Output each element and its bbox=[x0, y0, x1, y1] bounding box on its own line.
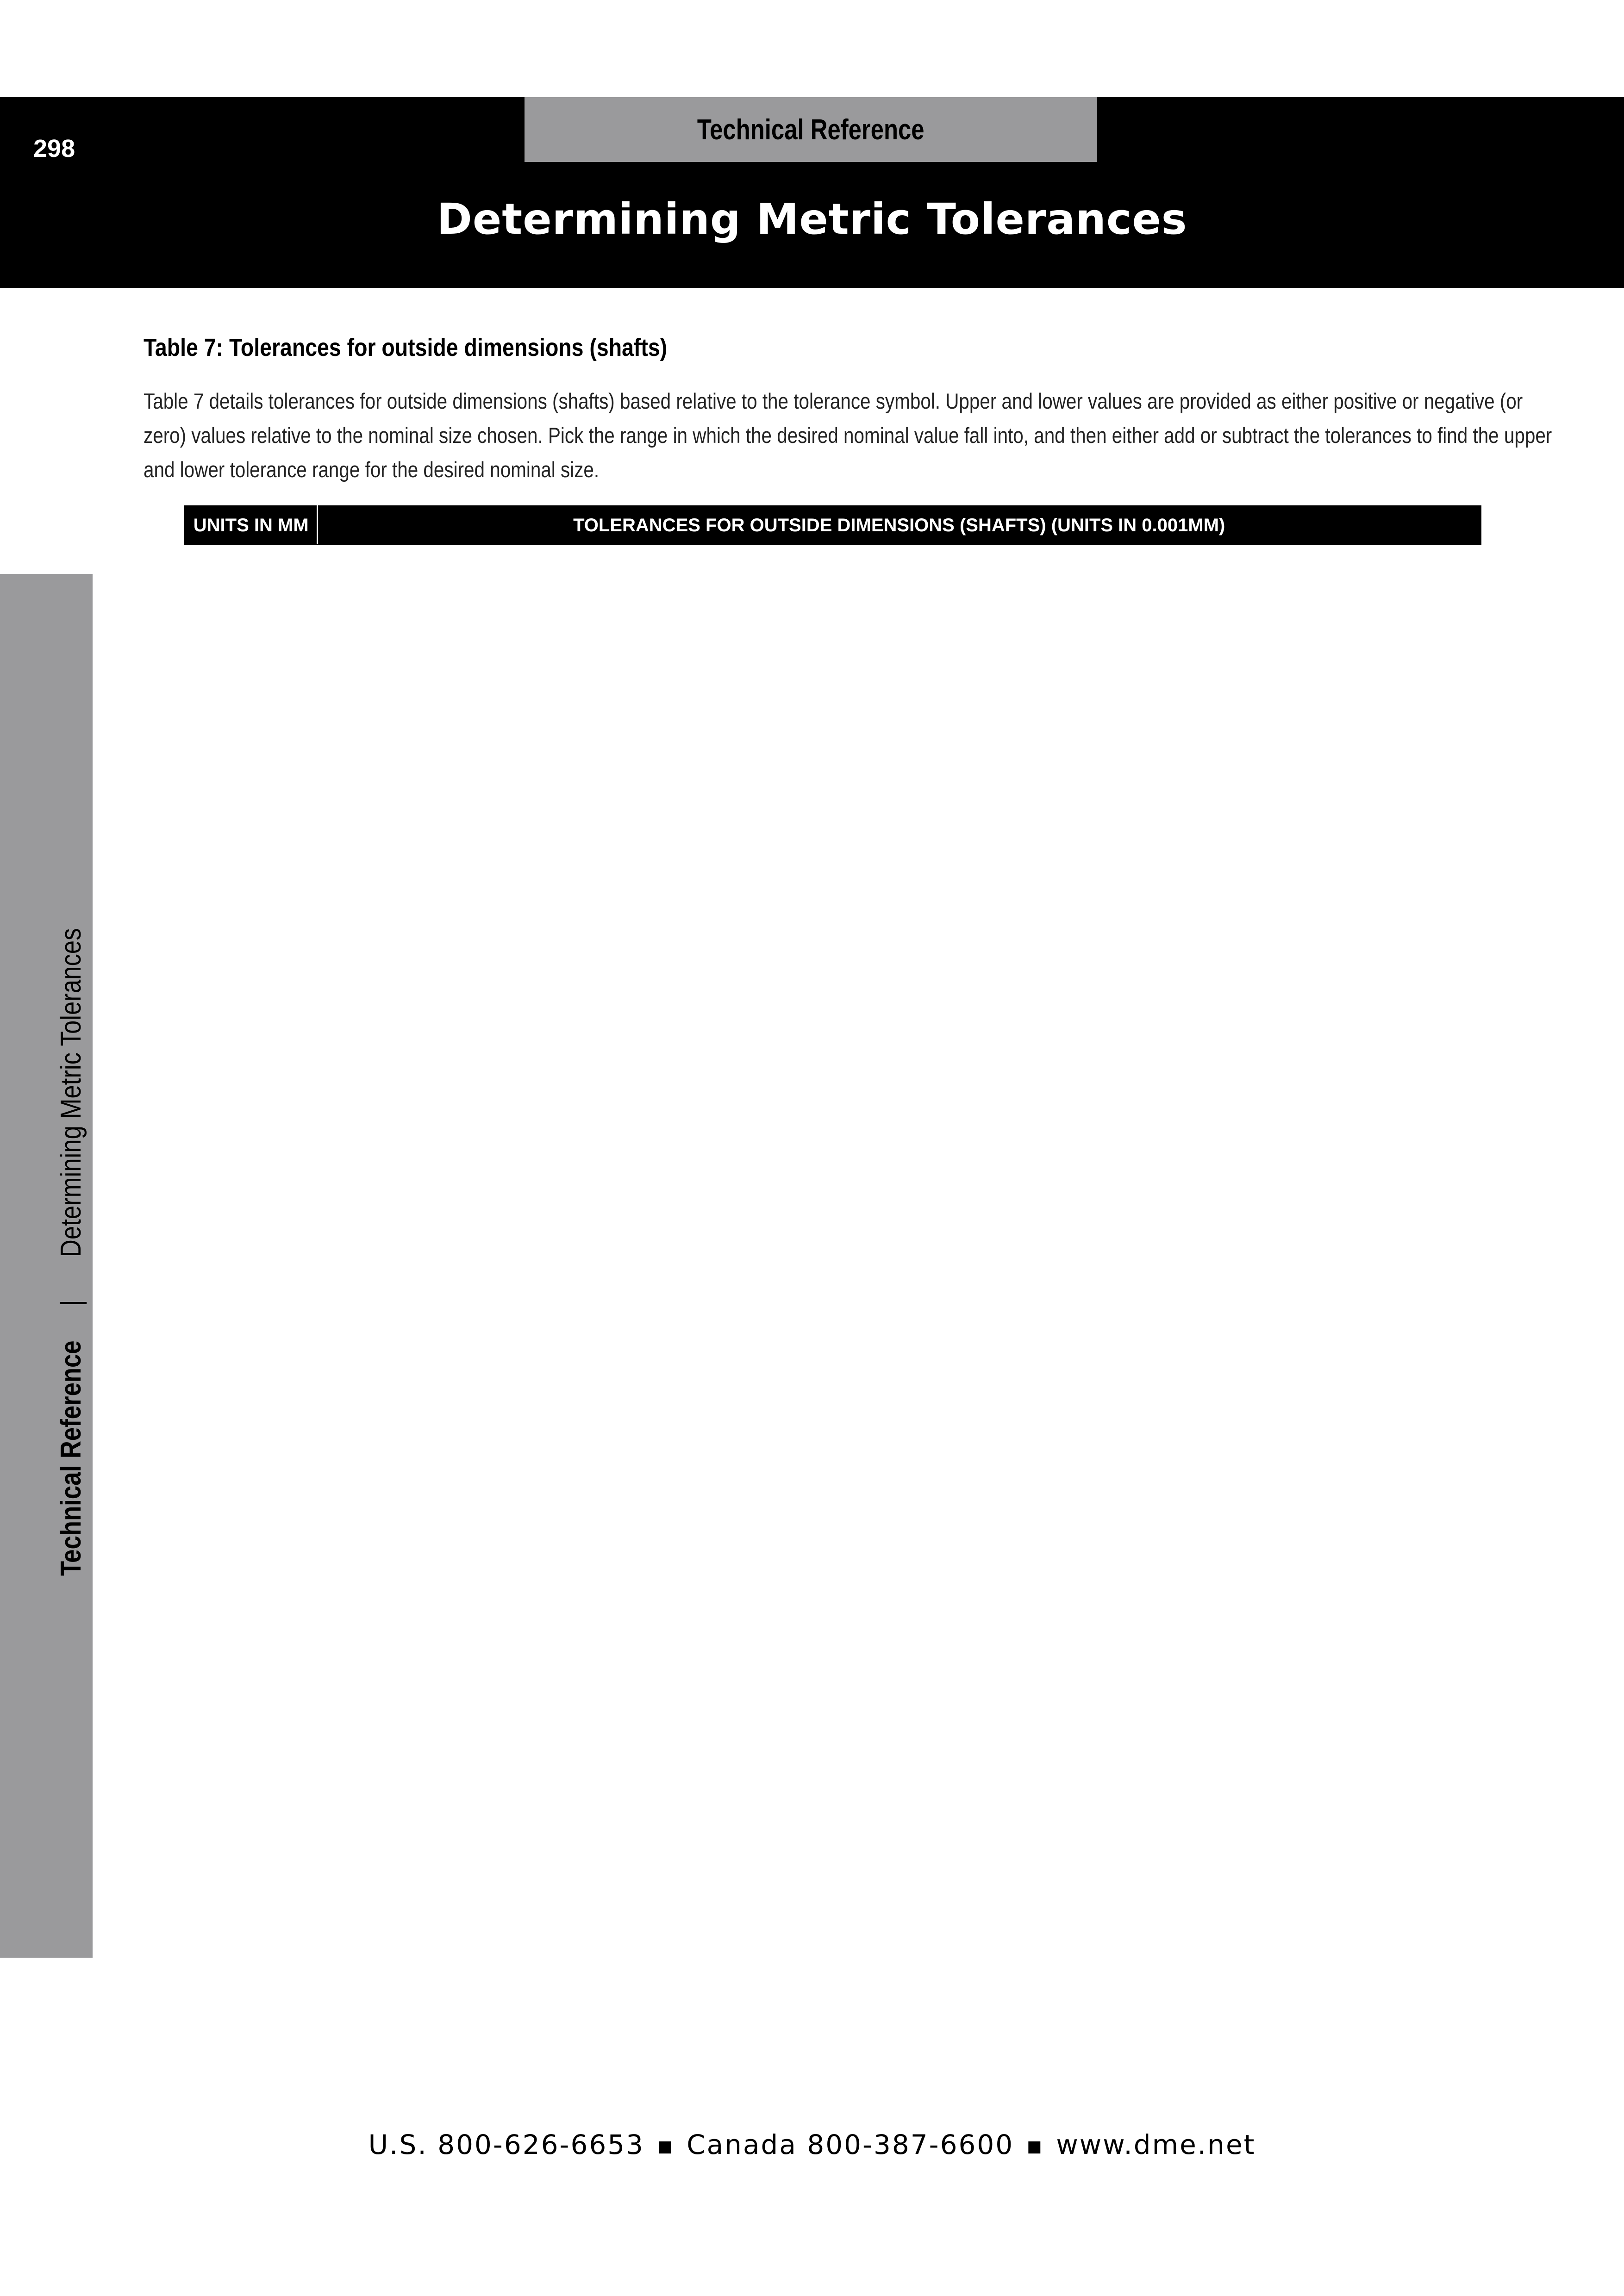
section-tab bbox=[525, 97, 1097, 162]
side-tab-separator: | bbox=[55, 1299, 87, 1307]
tolerance-table bbox=[144, 505, 1481, 545]
tolerances-header: TOLERANCES FOR OUTSIDE DIMENSIONS (SHAFTS) (UNITS IN 0.001MM) bbox=[318, 506, 1481, 545]
footer-phone-canada: Canada 800-387-6600 bbox=[687, 2129, 1014, 2160]
table-corner bbox=[144, 506, 184, 545]
page-number: 298 bbox=[33, 135, 75, 162]
footer-website: www.dme.net bbox=[1056, 2129, 1256, 2160]
units-header: UNITS IN MM bbox=[184, 506, 318, 545]
table-heading: Table 7: Tolerances for outside dimensions (shafts) bbox=[144, 334, 668, 361]
tolerance-table-wrap bbox=[144, 505, 1481, 545]
footer-bullet: ■ bbox=[1027, 2137, 1043, 2156]
side-tab-topic: Determining Metric Tolerances bbox=[55, 928, 87, 1257]
intro-paragraph: Table 7 details tolerances for outside dimensions (shafts) based relative to the tolerance symbol. Upper and lower values are provided as either positive or negative (or zero) values relative to the nominal size chosen. Pick the range in which the desired nominal value fall into, and then either add or subtract the tolerances to find the upper and lower tolerance range for the desired nominal size. bbox=[144, 389, 1552, 482]
footer-phone-us: U.S. 800-626-6653 bbox=[368, 2129, 645, 2160]
footer-bullet: ■ bbox=[657, 2137, 674, 2156]
side-tab-section: Technical Reference bbox=[55, 1340, 87, 1576]
section-label: Technical Reference bbox=[697, 113, 924, 146]
side-tab-text bbox=[55, 899, 87, 1597]
footer bbox=[0, 2129, 1624, 2160]
page-title: Determining Metric Tolerances bbox=[437, 194, 1187, 244]
